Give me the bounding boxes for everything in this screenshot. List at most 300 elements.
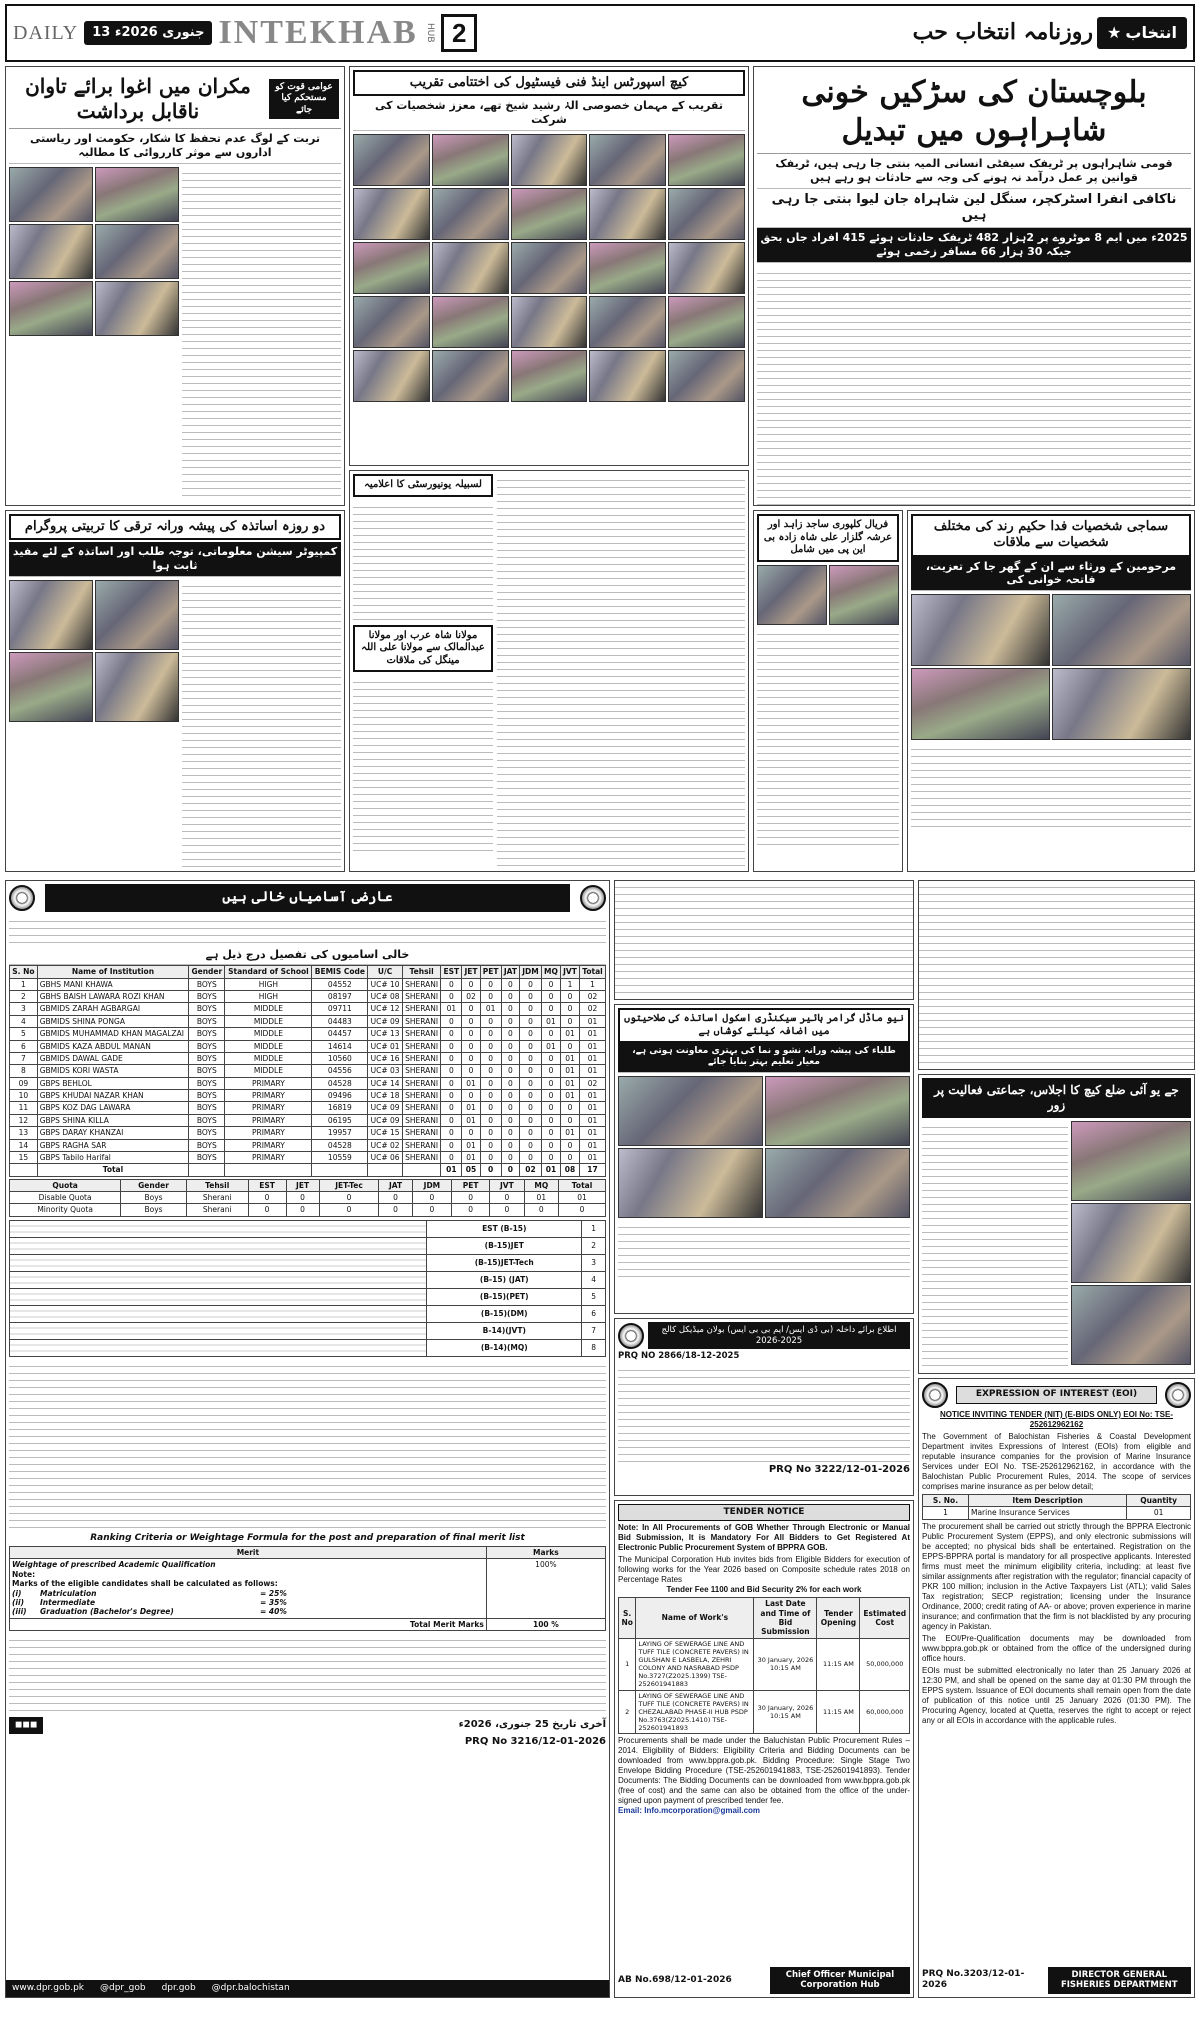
table-cell: 0 [480,1077,501,1089]
photo [618,1076,763,1146]
photo [9,167,93,222]
table-cell: 0 [480,1065,501,1077]
table-cell: UC# 06 [368,1151,402,1163]
teachers-subhead: کمپیوٹر سیشن معلوماتی، توجہ طلب اور اساتذہ کے لئے مفید ثابت ہوا [9,542,341,577]
vacancies-table [9,965,606,1176]
photo [353,350,430,402]
table-cell: 0 [501,1114,519,1126]
teachers-body [182,580,341,870]
table-cell: BOYS [189,1102,225,1114]
table-cell: 0 [520,991,542,1003]
table-cell: MIDDLE [225,1052,312,1064]
table-cell: 0 [541,1077,560,1089]
table-cell: 01 [580,1127,606,1139]
criteria-label: Matriculation [40,1588,97,1598]
criteria-value: = 25% [260,1588,287,1598]
criteria-item [12,1589,484,1598]
table-row [10,1339,606,1356]
table-cell: 0 [520,978,542,990]
table-cell: 1 [10,978,38,990]
table-cell: 30 January, 2026 10:15 AM [754,1690,817,1734]
photo [95,652,179,722]
jui-headline: جے یو آئی ضلع کیچ کا اجلاس، جماعتی فعالیت پر زور [922,1078,1191,1118]
table-row [10,1237,606,1254]
table-cell: 04556 [312,1065,368,1077]
photo [9,281,93,336]
table-cell: Marine Insurance Services [968,1507,1126,1519]
social-photos [911,594,1191,740]
column-header: S. No [10,966,38,978]
table-cell: 01 [561,1028,580,1040]
table-row [10,1288,606,1305]
table-row [10,1139,606,1151]
photo [95,281,179,336]
table-cell: 0 [541,1090,560,1102]
column-header: U/C [368,966,402,978]
makran-subhead: تربت کے لوگ عدم تحفظ کا شکار، حکومت اور ریاستی اداروں سے موثر کارروائی کا مطالبہ [9,129,341,164]
table-cell: 0 [462,1040,480,1052]
tender-notice [614,1500,914,1998]
table-cell: 02 [520,1164,542,1176]
criteria-item [12,1598,484,1607]
table-cell: 1 [619,1638,636,1690]
photo [432,350,509,402]
table-cell: 0 [462,1015,480,1027]
table-cell: 04552 [312,978,368,990]
table-cell: 0 [520,1139,542,1151]
table-cell: MIDDLE [225,1015,312,1027]
table-cell: 01 [580,1040,606,1052]
table-cell: 0 [480,978,501,990]
table-cell: 0 [541,978,560,990]
photo [511,242,588,294]
table-cell: PRIMARY [225,1139,312,1151]
photo [9,224,93,279]
table-cell: 0 [501,1003,519,1015]
table-cell: 0 [248,1204,286,1216]
lead-subhead-2: ناکافی انفرا اسٹرکچر، سنگل لین شاہراہ جان لیوا بنتی جا رہی ہیں [757,189,1191,229]
table-cell: 01 [541,1164,560,1176]
table-cell: 0 [561,1040,580,1052]
school-photos [618,1076,910,1218]
photo [1052,668,1191,740]
teachers-headline: دو روزہ اساتذہ کی پیشہ ورانہ ترقی کا تربیتی پروگرام [9,514,341,540]
table-cell: UC# 03 [368,1065,402,1077]
table-cell: 15 [10,1151,38,1163]
table-cell: UC# 10 [368,978,402,990]
table-cell: GBPS BEHLOL [37,1077,189,1089]
posts-table [9,1220,606,1357]
table-cell: 0 [561,1015,580,1027]
photo [589,350,666,402]
eoi-body-2: The procurement shall be carried out strictly through the BPPRA Electronic Public Procurement System (EPPS), and only electronic submissions will be accepted; no physical bids shall be entertained. Registration on the EPPS-BPPRA portal is mandatory for all prospective applicants. Interested firms must meet the minimum eligibility criteria, including: at least five similar assignments after registration with the regulator; financial capacity of PKR 100 million; inclusion in the Active Taxpayers List (ATL); valid Sales Tax registration; SECP registration; licensing under the Insurance Ordinance, 2000; credit rating of AA- or above; proven experience in marine insurance; and confirmation that the firm is not blacklisted by any procuring agency in Pakistan. [922,1521,1191,1631]
photo [589,242,666,294]
table-cell: 0 [480,1139,501,1151]
masthead [5,4,1195,62]
post-name: (B-15)(DM) [427,1305,582,1322]
table-cell: UC# 09 [368,1015,402,1027]
table-cell [10,1322,427,1339]
table-cell: 0 [441,1151,462,1163]
table-cell: 01 [462,1151,480,1163]
table-cell: 0 [480,991,501,1003]
photo [668,296,745,348]
table-cell: 01 [462,1139,480,1151]
table-cell: 0 [541,1102,560,1114]
table-cell: 0 [520,1102,542,1114]
table-row [10,1127,606,1139]
vacancies-deadline: آخری تاریخ 25 جنوری، 2026ء [458,1719,606,1731]
table-row [10,1077,606,1089]
table-cell: 0 [501,1040,519,1052]
table-cell: 0 [541,1139,560,1151]
post-number: 6 [582,1305,606,1322]
table-cell: 0 [462,1052,480,1064]
column-header: PET [452,1179,490,1191]
total-marks-label: Total Merit Marks [10,1618,487,1630]
column-header: JET [286,1179,319,1191]
table-cell: PRIMARY [225,1077,312,1089]
table-cell: SHERANI [402,1003,441,1015]
column-header: Item Description [968,1495,1126,1507]
table-cell: UC# 18 [368,1090,402,1102]
makran-tag: عوامی قوت کو مستحکم کیا جائے [269,79,339,119]
officer-signature: ◼◼◼ [9,1717,43,1734]
table-cell: 0 [501,1028,519,1040]
photo [668,134,745,186]
table-cell: 0 [462,1028,480,1040]
post-name: (B-14)(MQ) [427,1339,582,1356]
table-cell: 0 [286,1204,319,1216]
ranking-title: Ranking Criteria or Weightage Formula for the post and preparation of final merit list [90,1532,525,1543]
table-cell: 01 [541,1015,560,1027]
table-cell: 0 [561,1151,580,1163]
table-cell: 11 [10,1102,38,1114]
photo [765,1148,910,1218]
photo [353,188,430,240]
fareed-story [753,510,903,872]
table-cell: MIDDLE [225,1065,312,1077]
table-cell: 2 [619,1690,636,1734]
table-cell: 01 [580,1114,606,1126]
admission-ad [614,1318,914,1496]
table-cell: BOYS [189,1077,225,1089]
table-cell [225,1164,312,1176]
table-row [10,1192,606,1204]
school-subhead: طلباء کی پیشہ ورانہ نشو و نما کی بہتری معاونت ہوتی ہے، معیار تعلیم بہتر بنایا جائے [618,1043,910,1073]
table-cell: Boys [121,1204,187,1216]
table-cell: 09711 [312,1003,368,1015]
table-cell: GBPS SHINA KILLA [37,1114,189,1126]
merit-header: Merit [10,1547,487,1559]
photo [432,296,509,348]
table-cell: 01 [580,1065,606,1077]
table-cell: 0 [441,1040,462,1052]
column-header: JVT [490,1179,524,1191]
university-headline: لسبیلہ یونیورسٹی کا اعلامیہ [353,474,493,497]
table-cell: 0 [441,978,462,990]
table-cell: 0 [462,1090,480,1102]
table-cell: BOYS [189,1090,225,1102]
table-cell: 04528 [312,1139,368,1151]
table-cell: 0 [480,1151,501,1163]
photo [511,134,588,186]
eoi-prq: PRQ No.3203/12-01-2026 [922,1969,1025,1991]
table-cell: 02 [462,991,480,1003]
table-cell: GBMIDS MUHAMMAD KHAN MAGALZAI [37,1028,189,1040]
table-cell: 0 [441,1127,462,1139]
jui-story [918,1074,1195,1374]
teachers-story [5,510,345,872]
column-header: Tehsil [402,966,441,978]
table-cell: PRIMARY [225,1114,312,1126]
criteria-list [12,1589,484,1617]
table-cell: 0 [480,1015,501,1027]
sports-subhead: تقریب کے مہمان خصوصی الہٰ رشید شیخ تھے، معزز شخصیات کی شرکت [353,96,745,131]
table-cell: 0 [501,1065,519,1077]
column-header: Total [559,1179,606,1191]
table-cell [10,1164,38,1176]
table-cell: SHERANI [402,1065,441,1077]
table-cell: 8 [10,1065,38,1077]
lead-subhead-1: قومی شاہراہوں پر ٹریفک سیفٹی انسانی المیہ بنتی جا رہی ہیں، ٹریفک قوانین پر عمل درآمد نہ ہونے کی وجہ سے حادثات ہو رہے ہیں [757,154,1191,189]
table-cell: 0 [520,1114,542,1126]
table-cell: 0 [462,978,480,990]
table-cell: 0 [520,1077,542,1089]
column-header: Name of Institution [37,966,189,978]
table-cell: 0 [561,1102,580,1114]
tender-body-text: Procurements shall be made under the Baluchistan Public Procurement Rules – 2014. Eligibility of Bidders: Eligibility Criteria and Bidding Documents can be downloaded from www.bppra.gob.pk. Bidding Procedure: Single Stage Two Envelope Bidding Procedure (TSE-252601941883, TSE-252601941893). Tender Documents: The Bidding Documents can be downloaded from www.bppra.gob.pk (free of cost) and the same can also be obtained from the office of the under-signed upon payment of prescribed tender fee. [618,1736,910,1806]
masthead-title-ur: روزنامہ انتخاب حب [912,19,1094,46]
post-name: (B-15)JET [427,1237,582,1254]
table-cell: 0 [286,1192,319,1204]
photo [95,224,179,279]
photo [911,594,1050,666]
post-number: 5 [582,1288,606,1305]
table-cell: 0 [541,1003,560,1015]
criteria-number: (i) [12,1588,22,1598]
table-row [10,991,606,1003]
tender-email[interactable]: Email: Info.mcorporation@gmail.com [618,1806,761,1816]
table-cell: SHERANI [402,1139,441,1151]
table-cell: BOYS [189,1003,225,1015]
table-cell: 01 [524,1192,559,1204]
college-emblem-icon [618,1323,644,1349]
table-cell: SHERANI [402,1151,441,1163]
photo [668,242,745,294]
criteria-item [12,1607,484,1616]
table-cell: 01 [580,1028,606,1040]
facebook-link[interactable]: @dpr.balochistan [211,1982,290,1993]
criteria-number: (iii) [12,1607,27,1617]
table-cell: 0 [452,1204,490,1216]
makran-photos [9,167,179,497]
table-cell: 0 [452,1192,490,1204]
table-cell: SHERANI [402,978,441,990]
photo [589,188,666,240]
table-cell: 0 [441,1065,462,1077]
table-cell: SHERANI [402,1077,441,1089]
table-cell: 01 [462,1077,480,1089]
post-name: EST (B-15) [427,1220,582,1237]
criteria-label: Intermediate [40,1597,96,1607]
table-cell: 4 [10,1015,38,1027]
government-emblem-icon [9,885,35,911]
photo [9,580,93,650]
table-cell: 17 [580,1164,606,1176]
website-link[interactable]: www.dpr.gob.pk [12,1982,84,1993]
column-header: JET [462,966,480,978]
photo [668,188,745,240]
table-cell: Sherani [186,1204,248,1216]
table-cell: 0 [379,1192,412,1204]
table-cell: BOYS [189,1139,225,1151]
table-cell: UC# 16 [368,1052,402,1064]
table-cell: 01 [580,1151,606,1163]
column-header: MQ [524,1179,559,1191]
photo [353,296,430,348]
table-cell: 0 [441,1139,462,1151]
table-cell: 01 [462,1102,480,1114]
table-cell: 50,000,000 [860,1638,910,1690]
table-row [10,1204,606,1216]
fareed-photos [757,565,899,625]
tender-ab-no: AB No.698/12-01-2026 [618,1974,732,1985]
lead-subhead-3: 2025ء میں ایم 8 موٹروے پر 2ہزار 482 ٹریفک حادثات ہوئے 415 افراد جاں بحق جبکہ 30 ہزار 66 مسافر زخمی ہوئے [757,228,1191,263]
photo [589,134,666,186]
eoi-body-3: The EOI/Pre-Qualification documents may be downloaded from www.bppra.gob.pk or obtained from the office of the undersigned during office hours. [922,1633,1191,1663]
table-cell: 0 [462,1127,480,1139]
table-cell: 0 [319,1204,379,1216]
note-label: Note: [12,1569,36,1579]
table-cell: 01 [561,1052,580,1064]
note-text: Marks of the eligible candidates shall be calculated as follows: [12,1579,278,1589]
table-row [10,1065,606,1077]
table-row [10,1220,606,1237]
table-cell: 0 [541,1028,560,1040]
table-cell: MIDDLE [225,1028,312,1040]
table-cell: 01 [462,1114,480,1126]
weightage-label: Weightage of prescribed Academic Qualification [12,1560,216,1570]
table-cell: SHERANI [402,1015,441,1027]
table-row [10,1003,606,1015]
table-cell: 0 [541,1052,560,1064]
fareed-headline: فریال کلپوری ساجد زاہد اور عرشہ گلزار علی شاہ زادہ بی این پی میں شامل [757,514,899,562]
table-row [10,1102,606,1114]
table-cell: 0 [541,1114,560,1126]
table-cell: GBMIDS KAZA ABDUL MANAN [37,1040,189,1052]
table-cell: LAYING OF SEWERAGE LINE AND TUFF TILE (CONCRETE PAVERS) IN CHEZALABAD PHASE-II HUB PSDP No.3763(Z2025.1410) TSE-252601941893 [636,1690,754,1734]
table-cell: BOYS [189,978,225,990]
table-cell: PRIMARY [225,1151,312,1163]
quota-table [9,1179,606,1217]
post-name: (B-15) (JAT) [427,1271,582,1288]
table-cell: SHERANI [402,1114,441,1126]
table-cell: MIDDLE [225,1003,312,1015]
table-cell: 11:15 AM [817,1690,860,1734]
table-cell: 7 [10,1052,38,1064]
column-header: S. No. [923,1495,969,1507]
criteria-label: Graduation (Bachelor's Degree) [40,1607,174,1617]
table-row [10,1254,606,1271]
table-cell: 2 [10,991,38,1003]
application-body [9,1634,606,1714]
table-cell: 0 [501,991,519,1003]
table-cell [10,1288,427,1305]
table-row [10,1271,606,1288]
table-cell: 0 [561,1114,580,1126]
table-cell: UC# 01 [368,1040,402,1052]
education-emblem-icon [580,885,606,911]
table-cell: 0 [520,1065,542,1077]
criteria-value: = 40% [260,1607,287,1617]
school-body [618,1221,910,1281]
table-row [10,1164,606,1176]
table-cell [10,1271,427,1288]
story-continued [614,880,914,1000]
table-cell: UC# 15 [368,1127,402,1139]
table-cell: UC# 02 [368,1139,402,1151]
table-cell: 12 [10,1114,38,1126]
column-header: BEMIS Code [312,966,368,978]
table-cell: 0 [520,1028,542,1040]
table-cell: 0 [462,1003,480,1015]
weightage-value: 100% [486,1559,605,1618]
table-cell: 01 [580,1090,606,1102]
photo [589,296,666,348]
table-cell: 0 [490,1204,524,1216]
table-header-row [10,1179,606,1191]
table-cell: GBHS MANI KHAWA [37,978,189,990]
table-cell: 0 [480,1114,501,1126]
sports-body [497,474,745,868]
table-cell: 0 [561,1139,580,1151]
criteria-number: (ii) [12,1597,24,1607]
column-header: Name of Work's [636,1598,754,1639]
table-cell: UC# 12 [368,1003,402,1015]
table-cell: 0 [480,1102,501,1114]
photo [511,350,588,402]
admission-title: اطلاع برائے داخلہ (بی ڈی ایس/ ایم بی بی ایس) بولان میڈیکل کالج 2025-2026 [648,1322,910,1349]
table-cell: 0 [559,1204,606,1216]
table-cell: PRIMARY [225,1127,312,1139]
instagram-link[interactable]: dpr.gob [161,1982,196,1993]
table-cell: 1 [580,978,606,990]
table-cell: 01 [559,1192,606,1204]
table-cell [312,1164,368,1176]
table-cell: 0 [561,991,580,1003]
column-header: EST [441,966,462,978]
post-number: 8 [582,1339,606,1356]
table-header-row [923,1495,1191,1507]
eoi-body-1: The Government of Balochistan Fisheries & Coastal Development Department invites Expressions of Interest (EOIs) from eligible and reputable insurance companies for the provision of Marine Insurance Services under EOI No. TSE-252612962162, in accordance with the Balochistan Public Procurement Rules, 2014. The scope of services comprises marine insurance as per below detail; [922,1432,1191,1491]
table-cell: 0 [480,1090,501,1102]
table-cell [10,1237,427,1254]
criteria-value: = 35% [260,1597,287,1607]
table-cell: 01 [441,1164,462,1176]
table-cell: 0 [520,1090,542,1102]
vacancies-table-title: خالی اسامیوں کی تفصیل درج ذیل ہے [9,945,606,966]
post-number: 7 [582,1322,606,1339]
social-story [907,510,1195,872]
admission-prq-top: PRQ NO 2866/18-12-2025 [618,1351,740,1362]
vacancies-ad [5,880,610,1998]
meeting-headline: مولانا شاہ عرب اور مولانا عبدالمالک سے مولانا علی اللہ مینگل کی ملاقات [353,625,493,673]
table-cell: 04483 [312,1015,368,1027]
twitter-link[interactable]: @dpr_gob [100,1982,146,1993]
vacancies-prq: PRQ No 3216/12-01-2026 [464,1736,606,1748]
table-cell: SHERANI [402,1028,441,1040]
